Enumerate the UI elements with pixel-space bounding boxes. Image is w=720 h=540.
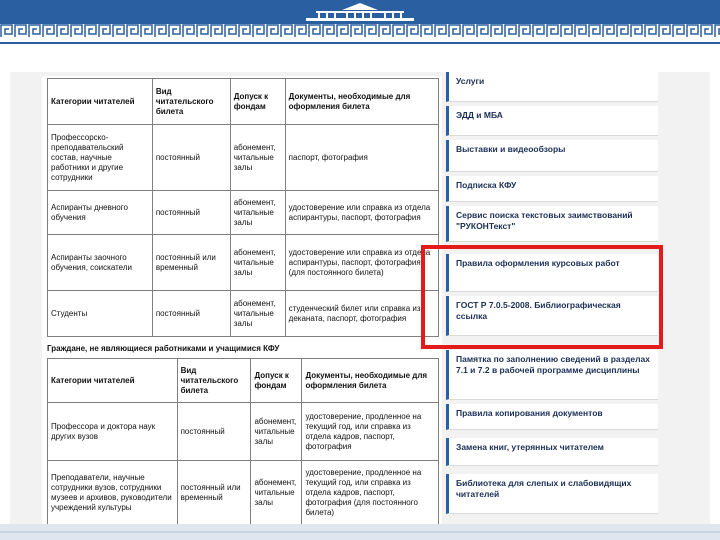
table-cell: удостоверение или справка из отдела аспирантуры, паспорт, фотография (для постоянного билета)	[285, 235, 438, 291]
table-cell: абонемент, читальные залы	[251, 461, 302, 525]
section-title: Граждане, не являющиеся работниками и учащимися КФУ	[47, 344, 280, 353]
table-header-row	[48, 359, 439, 403]
table-cell: удостоверение, продленное на текущий год, или справка из отдела кадров, паспорт, фотография	[302, 403, 439, 461]
table-row	[48, 461, 439, 525]
table-cell: абонемент, читальные залы	[230, 125, 285, 191]
readers-table-external	[47, 358, 439, 524]
table-cell: паспорт, фотография	[285, 125, 438, 191]
table-cell: Аспиранты заочного обучения, соискатели	[48, 235, 153, 291]
table-cell: Студенты	[48, 291, 153, 337]
sidebar-item-rucontext[interactable]: Сервис поиска текстовых заимствований "РУКОНТекст"	[446, 206, 658, 242]
highlight-frame	[421, 245, 663, 349]
table-cell: абонемент, читальные залы	[251, 403, 302, 461]
table-cell: студенческий билет или справка из деканата, паспорт, фотография	[285, 291, 438, 337]
sidebar-item-services[interactable]: Услуги	[446, 72, 658, 102]
sidebar-item-gost[interactable]: ГОСТ Р 7.0.5-2008. Библиографическая ссылка	[446, 296, 658, 336]
table-cell: Профессора и доктора наук других вузов	[48, 403, 178, 461]
sidebar-item-coursework-rules[interactable]: Правила оформления курсовых работ	[446, 254, 658, 292]
table-cell: Аспиранты дневного обучения	[48, 191, 153, 235]
table-cell: Профессорско-преподавательский состав, научные работники и другие сотрудники	[48, 125, 153, 191]
header-rule	[0, 42, 720, 44]
table-cell: постоянный	[152, 191, 230, 235]
header-cell: Вид читательского билета	[152, 79, 230, 125]
sidebar-item-edd-mba[interactable]: ЭДД и МБА	[446, 106, 658, 136]
header-cell: Документы, необходимые для оформления билета	[302, 359, 439, 403]
sidebar-item-lost-books[interactable]: Замена книг, утерянных читателем	[446, 438, 658, 466]
table-cell: абонемент, читальные залы	[230, 291, 285, 337]
header-cell: Категории читателей	[48, 79, 153, 125]
header-cell: Допуск к фондам	[251, 359, 302, 403]
table-cell: постоянный	[177, 403, 251, 461]
table-cell: постоянный или временный	[152, 235, 230, 291]
sidebar-item-copy-rules[interactable]: Правила копирования документов	[446, 404, 658, 430]
table-cell: абонемент, читальные залы	[230, 191, 285, 235]
table-cell: Преподаватели, научные сотрудники вузов, сотрудники музеев и архивов, руководители учреждений культуры	[48, 461, 178, 525]
kfu-building-logo-icon	[302, 2, 418, 22]
table-cell: постоянный	[152, 291, 230, 337]
table-cell: удостоверение, продленное на текущий год, или справка из отдела кадров, паспорт, фотография (для постоянного билета)	[302, 461, 439, 525]
table-cell: постоянный	[152, 125, 230, 191]
table-row	[48, 291, 439, 337]
sidebar-item-subscription[interactable]: Подписка КФУ	[446, 176, 658, 202]
table-header-row	[48, 79, 439, 125]
main-content	[42, 76, 442, 524]
readers-table-kfu	[47, 78, 439, 337]
table-cell: абонемент, читальные залы	[230, 235, 285, 291]
header-cell: Категории читателей	[48, 359, 178, 403]
sidebar-item-blind-library[interactable]: Библиотека для слепых и слабовидящих читателей	[446, 474, 658, 514]
table-row	[48, 191, 439, 235]
table-cell: постоянный или временный	[177, 461, 251, 525]
header-cell: Вид читательского билета	[177, 359, 251, 403]
header-cell: Документы, необходимые для оформления билета	[285, 79, 438, 125]
sidebar-item-memo[interactable]: Памятка по заполнению сведений в разделах 7.1 и 7.2 в рабочей программе дисциплины	[446, 350, 658, 400]
sidebar-item-exhibitions[interactable]: Выставки и видеообзоры	[446, 140, 658, 172]
header-cell: Допуск к фондам	[230, 79, 285, 125]
table-row	[48, 235, 439, 291]
page-header	[0, 0, 720, 68]
table-row	[48, 125, 439, 191]
table-row	[48, 403, 439, 461]
table-cell: удостоверение или справка из отдела аспирантуры, паспорт, фотография	[285, 191, 438, 235]
footer-ornament	[0, 524, 720, 540]
meander-ornament	[0, 24, 720, 38]
